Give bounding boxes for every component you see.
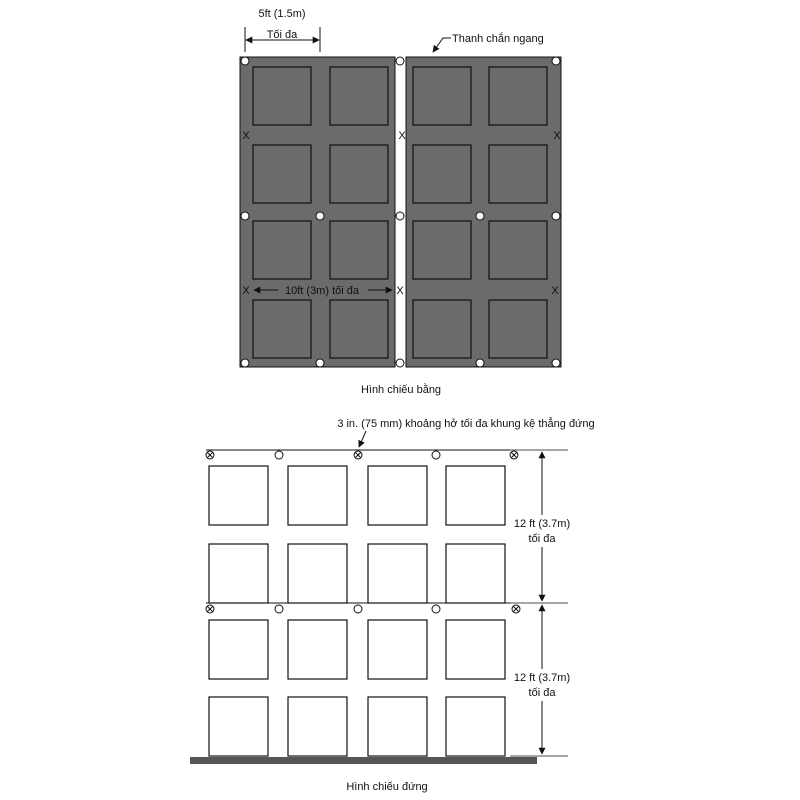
plan-x-marker-1: X [398, 130, 406, 142]
elevation-sprinkler-o-2 [275, 605, 283, 613]
plan-upright-circle-0 [241, 57, 249, 65]
elevation-pallet-0-1 [209, 544, 268, 603]
plan-upright-circle-12 [552, 359, 560, 367]
plan-pallet-1-0 [330, 67, 388, 125]
plan-pallet-2-1 [413, 145, 471, 203]
clearance-leader [359, 431, 366, 447]
plan-pallet-0-1 [253, 145, 311, 203]
plan-upright-circle-11 [476, 359, 484, 367]
plan-pallet-1-2 [330, 221, 388, 279]
plan-upright-circle-6 [476, 212, 484, 220]
floor-slab [190, 757, 537, 764]
plan-view [240, 8, 561, 396]
plan-pallet-2-3 [413, 300, 471, 358]
elevation-sprinkler-x-2 [510, 451, 518, 459]
elevation-pallet-1-3 [288, 697, 347, 756]
plan-upright-circle-4 [316, 212, 324, 220]
elevation-sprinkler-x-1 [354, 451, 362, 459]
elevation-pallet-1-2 [288, 620, 347, 679]
plan-upright-circle-1 [396, 57, 404, 65]
elevation-sprinkler-o-1 [432, 451, 440, 459]
elevation-pallet-0-3 [209, 697, 268, 756]
elevation-sprinkler-o-4 [432, 605, 440, 613]
elevation-pallet-2-2 [368, 620, 427, 679]
plan-upright-circle-5 [396, 212, 404, 220]
lower-height-label: 12 ft (3.7m) [513, 672, 571, 684]
dim-10ft-label: 10ft (3m) tối đa [285, 285, 359, 297]
elevation-pallet-2-3 [368, 697, 427, 756]
plan-pallet-1-1 [330, 145, 388, 203]
plan-pallet-3-0 [489, 67, 547, 125]
clearance-note: 3 in. (75 mm) khoảng hở tối đa khung kệ thẳng đứng [337, 418, 595, 430]
plan-view-caption: Hình chiếu bằng [360, 384, 442, 396]
elevation-sprinkler-x-3 [206, 605, 214, 613]
elevation-pallet-3-1 [446, 544, 505, 603]
plan-pallet-0-0 [253, 67, 311, 125]
plan-x-marker-5: X [551, 285, 559, 297]
elevation-sprinkler-o-3 [354, 605, 362, 613]
elevation-pallet-2-1 [368, 544, 427, 603]
plan-pallet-2-0 [413, 67, 471, 125]
elevation-pallet-3-2 [446, 620, 505, 679]
elevation-pallet-1-1 [288, 544, 347, 603]
plan-pallet-3-2 [489, 221, 547, 279]
dim-5ft-label: 5ft (1.5m) [258, 8, 306, 20]
elevation-pallet-3-0 [446, 466, 505, 525]
plan-pallet-0-2 [253, 221, 311, 279]
plan-x-marker-0: X [242, 130, 250, 142]
elevation-sprinkler-x-0 [206, 451, 214, 459]
barrier-label: Thanh chắn ngang [452, 33, 544, 45]
plan-pallet-3-3 [489, 300, 547, 358]
elevation-view-caption: Hình chiếu đứng [346, 781, 428, 793]
plan-pallet-3-1 [489, 145, 547, 203]
elevation-pallet-0-0 [209, 466, 268, 525]
elevation-pallet-1-0 [288, 466, 347, 525]
upper-height-label: 12 ft (3.7m) [513, 518, 571, 530]
barrier-leader-line [433, 38, 451, 52]
plan-upright-circle-8 [241, 359, 249, 367]
upper-height-sub-label: tối đa [528, 533, 556, 545]
plan-upright-circle-9 [316, 359, 324, 367]
elevation-pallet-0-2 [209, 620, 268, 679]
plan-upright-circle-2 [552, 57, 560, 65]
plan-upright-circle-3 [241, 212, 249, 220]
plan-x-marker-2: X [553, 130, 561, 142]
plan-pallet-2-2 [413, 221, 471, 279]
plan-upright-circle-7 [552, 212, 560, 220]
plan-x-marker-3: X [242, 285, 250, 297]
plan-x-marker-4: X [396, 285, 404, 297]
elevation-sprinkler-x-4 [512, 605, 520, 613]
plan-pallet-1-3 [330, 300, 388, 358]
dim-5ft-sub-label: Tối đa [266, 29, 298, 41]
lower-height-sub-label: tối đa [528, 687, 556, 699]
plan-upright-circle-10 [396, 359, 404, 367]
elevation-pallet-2-0 [368, 466, 427, 525]
plan-pallet-0-3 [253, 300, 311, 358]
elevation-sprinkler-o-0 [275, 451, 283, 459]
elevation-pallet-3-3 [446, 697, 505, 756]
elevation-view [190, 417, 595, 793]
